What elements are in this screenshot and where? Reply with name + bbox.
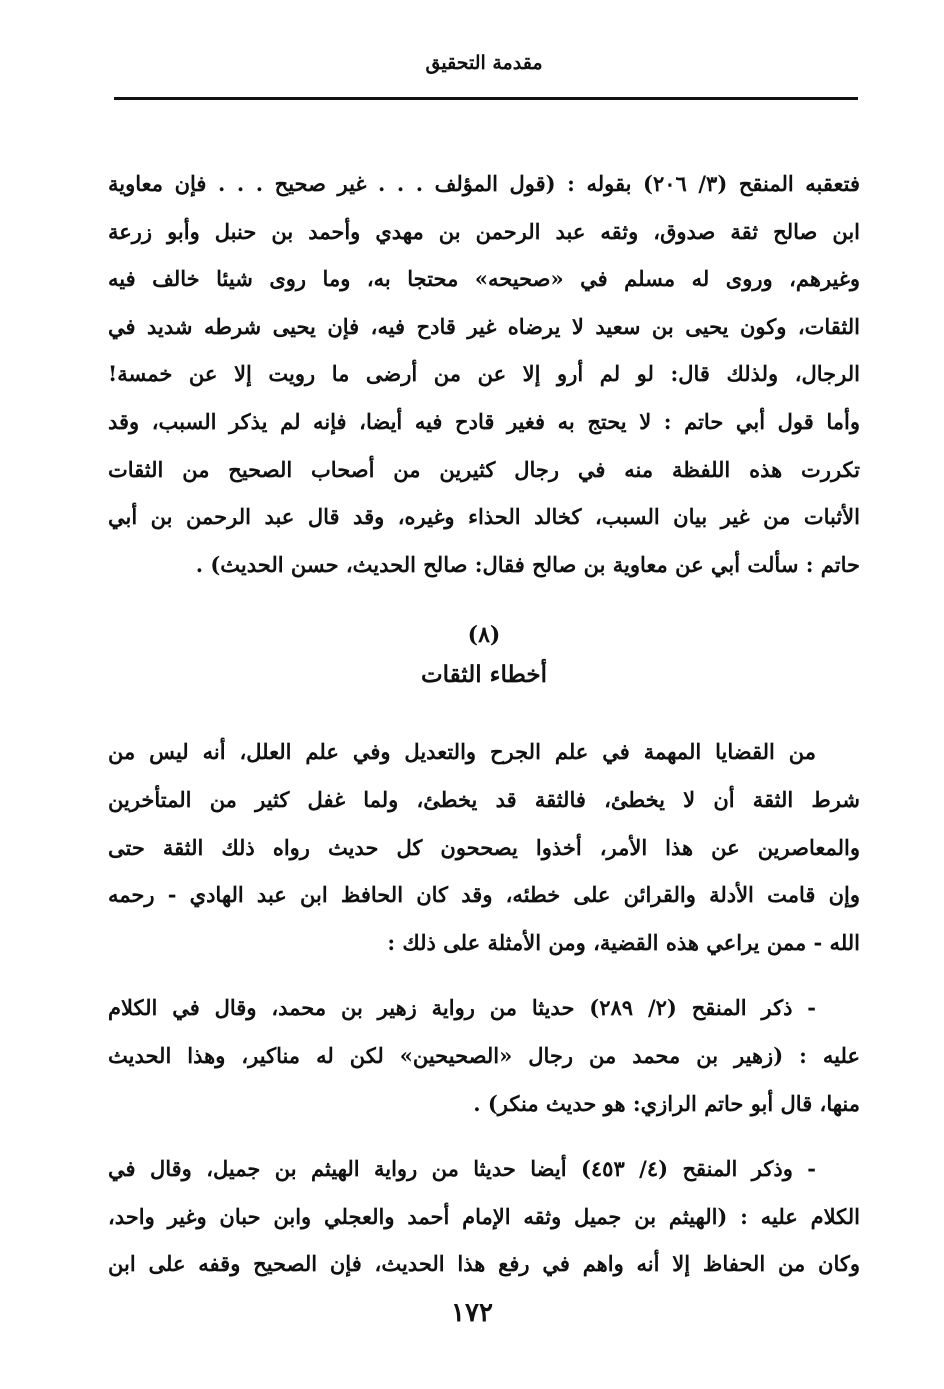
paragraph-gap — [108, 966, 860, 984]
text-line: وكان من الحفاظ إلا أنه واهم في رفع هذا الحديث، فإن الصحيح وقفه على ابن — [108, 1251, 860, 1277]
text-line: وأما قول أبي حاتم : لا يحتج به فغير قادح فيه أيضا، فإنه لم يذكر السبب، وقد — [108, 408, 860, 434]
running-header: مقدمة التحقيق — [425, 52, 543, 74]
paragraph-4 — [108, 1145, 860, 1288]
text-line: الله - ممن يراعي هذه القضية، ومن الأمثلة على ذلك : — [387, 929, 860, 955]
text-line: الثقات، وكون يحيى بن سعيد لا يرضاه غير قادح فيه، فإن يحيى شرطه شديد في — [108, 313, 860, 339]
text-line: الرجال، ولذلك قال: لو لم أرو إلا عن من أرضى ما رويت إلا عن خمسة! — [108, 361, 860, 387]
page-number: ١٧٢ — [451, 1298, 493, 1328]
text-line: الأثبات من غير بيان السبب، كخالد الحذاء وغيره، وقد قال عبد الرحمن بن أبي — [108, 504, 860, 530]
paragraph-gap — [108, 1127, 860, 1145]
paragraph-1 — [108, 160, 860, 588]
text-line: ابن صالح ثقة صدوق، وثقه عبد الرحمن بن مهدي وأحمد بن حنبل وأبو زرعة — [108, 218, 860, 244]
text-line: منها، قال أبو حاتم الرازي: هو حديث منكر) . — [473, 1090, 860, 1116]
header-rule — [114, 97, 858, 100]
text-line: عليه : (زهير بن محمد من رجال «الصحيحين» لكن له مناكير، وهذا الحديث — [108, 1042, 860, 1068]
paragraph-2 — [108, 728, 860, 966]
section-title: أخطاء الثقات — [421, 661, 547, 689]
text-line: والمعاصرين عن هذا الأمر، أخذوا يصححون كل حديث رواه ذلك الثقة حتى — [108, 834, 860, 860]
text-line: فتعقبه المنقح (٣/ ٢٠٦) بقوله : (قول المؤلف . . . غير صحيح . . . فإن معاوية — [108, 171, 860, 196]
page-body — [108, 160, 860, 1288]
text-line: - وذكر المنقح (٤/ ٤٥٣) أيضا حديثا من رواية الهيثم بن جميل، وقال في — [108, 1156, 816, 1182]
text-line: - ذكر المنقح (٢/ ٢٨٩) حديثا من رواية زهير بن محمد، وقال في الكلام — [108, 995, 817, 1021]
text-line: وإن قامت الأدلة والقرائن على خطئه، وقد كان الحافظ ابن عبد الهادي - رحمه — [108, 882, 860, 908]
text-line: من القضايا المهمة في علم الجرح والتعديل وفي علم العلل، أنه ليس من — [108, 739, 816, 765]
text-line: وغيرهم، وروى له مسلم في «صحيحه» محتجا به، وما روى شيئا خالف فيه — [108, 266, 860, 292]
text-line: شرط الثقة أن لا يخطئ، فالثقة قد يخطئ، ولما غفل كثير من المتأخرين — [108, 786, 860, 812]
text-line: الكلام عليه : (الهيثم بن جميل وثقه الإمام أحمد والعجلي وابن حبان وغير واحد، — [108, 1203, 860, 1229]
text-line: تكررت هذه اللفظة منه في رجال كثيرين من أصحاب الصحيح من الثقات — [108, 456, 860, 482]
section-number: (٨) — [467, 622, 501, 649]
text-line: حاتم : سألت أبي عن معاوية بن صالح فقال: صالح الحديث، حسن الحديث) . — [195, 551, 860, 577]
paragraph-3 — [108, 984, 860, 1127]
